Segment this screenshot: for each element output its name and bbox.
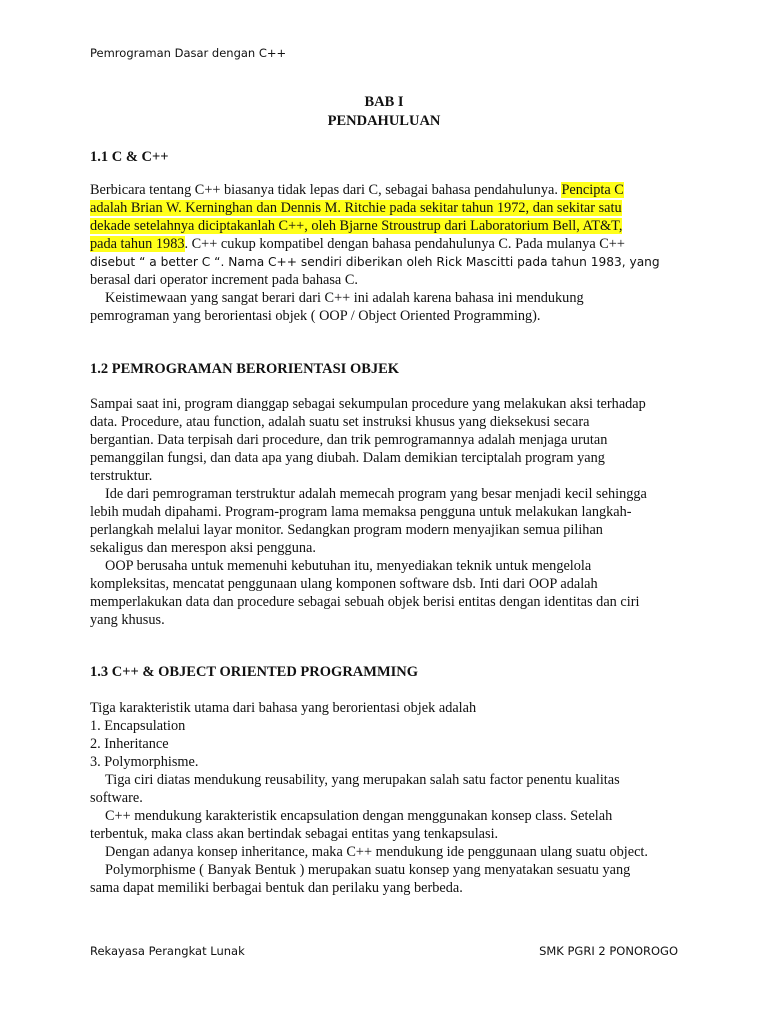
- paragraph-line: sekaligus dan merespon aksi pengguna.: [90, 540, 316, 556]
- paragraph-line: kompleksitas, mencatat penggunaan ulang komponen software dsb. Inti dari OOP adalah: [90, 576, 598, 592]
- highlighted-text: pada tahun 1983: [90, 236, 185, 252]
- text-run: Berbicara tentang C++ biasanya tidak lepas dari C, sebagai bahasa pendahulunya.: [90, 182, 562, 198]
- paragraph-line: [90, 181, 690, 199]
- highlighted-text: adalah Brian W. Kerninghan dan Dennis M. Ritchie pada sekitar tahun 1972, dan sekitar satu: [90, 200, 622, 216]
- section-1-2-body: [90, 395, 690, 629]
- footer-left: Rekayasa Perangkat Lunak: [90, 944, 245, 958]
- paragraph-line: perlangkah melalui layar monitor. Sedangkan program modern menyajikan semua pilihan: [90, 522, 603, 538]
- paragraph-line: Tiga ciri diatas mendukung reusability, yang merupakan salah satu factor penentu kualitas: [105, 772, 620, 788]
- paragraph-line: pemrograman yang berorientasi objek ( OOP / Object Oriented Programming).: [90, 308, 541, 324]
- chapter-title: PENDAHULUAN: [327, 113, 441, 129]
- paragraph-line: terstruktur.: [90, 468, 153, 484]
- section-heading-1-1: 1.1 C & C++: [90, 149, 169, 165]
- list-item: 2. Inheritance: [90, 736, 169, 752]
- paragraph-line: memperlakukan data dan procedure sebagai sebuah objek berisi entitas dengan identitas dan ciri: [90, 594, 640, 610]
- paragraph-line: C++ mendukung karakteristik encapsulation dengan menggunakan konsep class. Setelah: [105, 808, 613, 824]
- text-run: . C++ cukup kompatibel dengan bahasa pendahulunya C. Pada mulanya C++: [184, 236, 625, 252]
- section-heading-1-2: 1.2 PEMROGRAMAN BERORIENTASI OBJEK: [90, 361, 400, 377]
- paragraph-line: disebut “ a better C “. Nama C++ sendiri diberikan oleh Rick Mascitti pada tahun 1983, yang: [90, 255, 660, 269]
- running-header: Pemrograman Dasar dengan C++: [90, 46, 287, 60]
- paragraph-line: software.: [90, 790, 143, 806]
- paragraph-line: Ide dari pemrograman terstruktur adalah memecah program yang besar menjadi kecil sehingga: [105, 486, 647, 502]
- paragraph-line: pemanggilan fungsi, dan data apa yang diubah. Dalam demikian terciptalah program yang: [90, 450, 605, 466]
- paragraph-line: OOP berusaha untuk memenuhi kebutuhan itu, menyediakan teknik untuk mengelola: [105, 558, 592, 574]
- paragraph-line: data. Procedure, atau function, adalah suatu set instruksi khusus yang dieksekusi secara: [90, 414, 590, 430]
- paragraph-line: bergantian. Data terpisah dari procedure, dan trik pemrogramannya adalah menjaga urutan: [90, 432, 608, 448]
- paragraph-line: yang khusus.: [90, 612, 165, 628]
- paragraph-line: lebih mudah dipahami. Program-program lama memaksa pengguna untuk melakukan langkah-: [90, 504, 632, 520]
- chapter-number: BAB I: [364, 94, 404, 110]
- paragraph-line: [90, 235, 690, 253]
- highlighted-text: Pencipta C: [561, 182, 624, 198]
- section-1-3-body: [90, 699, 690, 897]
- paragraph-line: Keistimewaan yang sangat berari dari C++ ini adalah karena bahasa ini mendukung: [105, 290, 584, 306]
- paragraph-line: terbentuk, maka class akan bertindak sebagai entitas yang tenkapsulasi.: [90, 826, 499, 842]
- section-heading-1-3: 1.3 C++ & OBJECT ORIENTED PROGRAMMING: [90, 664, 419, 680]
- paragraph-line: Polymorphisme ( Banyak Bentuk ) merupakan suatu konsep yang menyatakan sesuatu yang: [105, 862, 631, 878]
- section-1-1-body: [90, 181, 690, 325]
- footer-right: SMK PGRI 2 PONOROGO: [539, 944, 678, 958]
- highlighted-text: dekade setelahnya diciptakanlah C++, oleh Bjarne Stroustrup dari Laboratorium Bell, AT&T,: [90, 218, 623, 234]
- paragraph-line: [90, 217, 690, 235]
- paragraph-line: Tiga karakteristik utama dari bahasa yang berorientasi objek adalah: [90, 700, 477, 716]
- paragraph-line: [90, 199, 690, 217]
- paragraph-line: berasal dari operator increment pada bahasa C.: [90, 272, 358, 288]
- list-item: 1. Encapsulation: [90, 718, 186, 734]
- paragraph-line: Dengan adanya konsep inheritance, maka C++ mendukung ide penggunaan ulang suatu object.: [105, 844, 648, 860]
- paragraph-line: sama dapat memiliki berbagai bentuk dan perilaku yang berbeda.: [90, 880, 463, 896]
- paragraph-line: Sampai saat ini, program dianggap sebagai sekumpulan procedure yang melakukan aksi terhadap: [90, 396, 646, 412]
- list-item: 3. Polymorphisme.: [90, 754, 199, 770]
